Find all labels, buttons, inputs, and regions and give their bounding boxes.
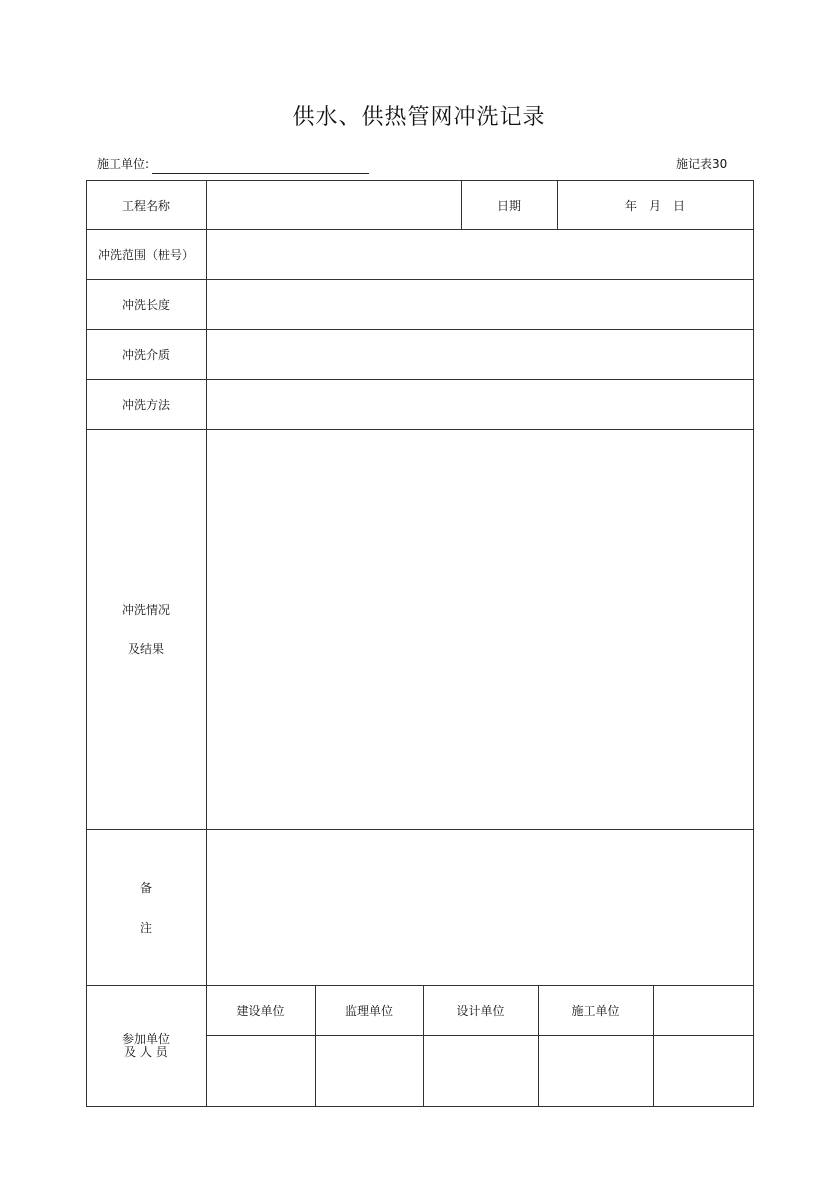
- remark-label-line2: 注: [139, 920, 152, 935]
- method-field[interactable]: [207, 380, 753, 428]
- unit-header-owner: 建设单位: [236, 1003, 285, 1018]
- date-label: 日期: [496, 198, 521, 213]
- length-field[interactable]: [207, 280, 753, 328]
- participants-label-line2: 及 人 员: [124, 1045, 168, 1059]
- unit-header-supervisor: 监理单位: [344, 1003, 393, 1018]
- medium-field[interactable]: [207, 330, 753, 378]
- result-label-line1: 冲洗情况: [121, 602, 170, 617]
- unit-header-designer: 设计单位: [456, 1003, 505, 1018]
- range-field[interactable]: [207, 230, 753, 278]
- remark-label-line1: 备: [139, 880, 152, 895]
- extra-signature-field[interactable]: [654, 1036, 753, 1106]
- construction-unit-label: 施工单位:: [97, 157, 150, 171]
- unit-header-contractor: 施工单位: [571, 1003, 620, 1018]
- result-field[interactable]: [207, 430, 753, 828]
- participants-label-line1: 参加单位: [121, 1032, 170, 1046]
- project-name-label: 工程名称: [121, 198, 170, 213]
- result-label-line2: 及结果: [127, 641, 164, 656]
- form-number: 施记表30: [676, 157, 728, 171]
- construction-unit-field[interactable]: [152, 173, 369, 174]
- range-label: 冲洗范围（桩号）: [97, 247, 194, 262]
- remark-field[interactable]: [207, 830, 753, 984]
- owner-signature-field[interactable]: [207, 1036, 315, 1106]
- date-field[interactable]: 年 月 日: [624, 198, 685, 213]
- method-label: 冲洗方法: [121, 397, 170, 412]
- page-title: 供水、供热管网冲洗记录: [292, 105, 546, 130]
- medium-label: 冲洗介质: [121, 347, 170, 362]
- designer-signature-field[interactable]: [424, 1036, 538, 1106]
- project-name-field[interactable]: [207, 181, 461, 229]
- length-label: 冲洗长度: [121, 297, 170, 312]
- contractor-signature-field[interactable]: [539, 1036, 653, 1106]
- supervisor-signature-field[interactable]: [316, 1036, 423, 1106]
